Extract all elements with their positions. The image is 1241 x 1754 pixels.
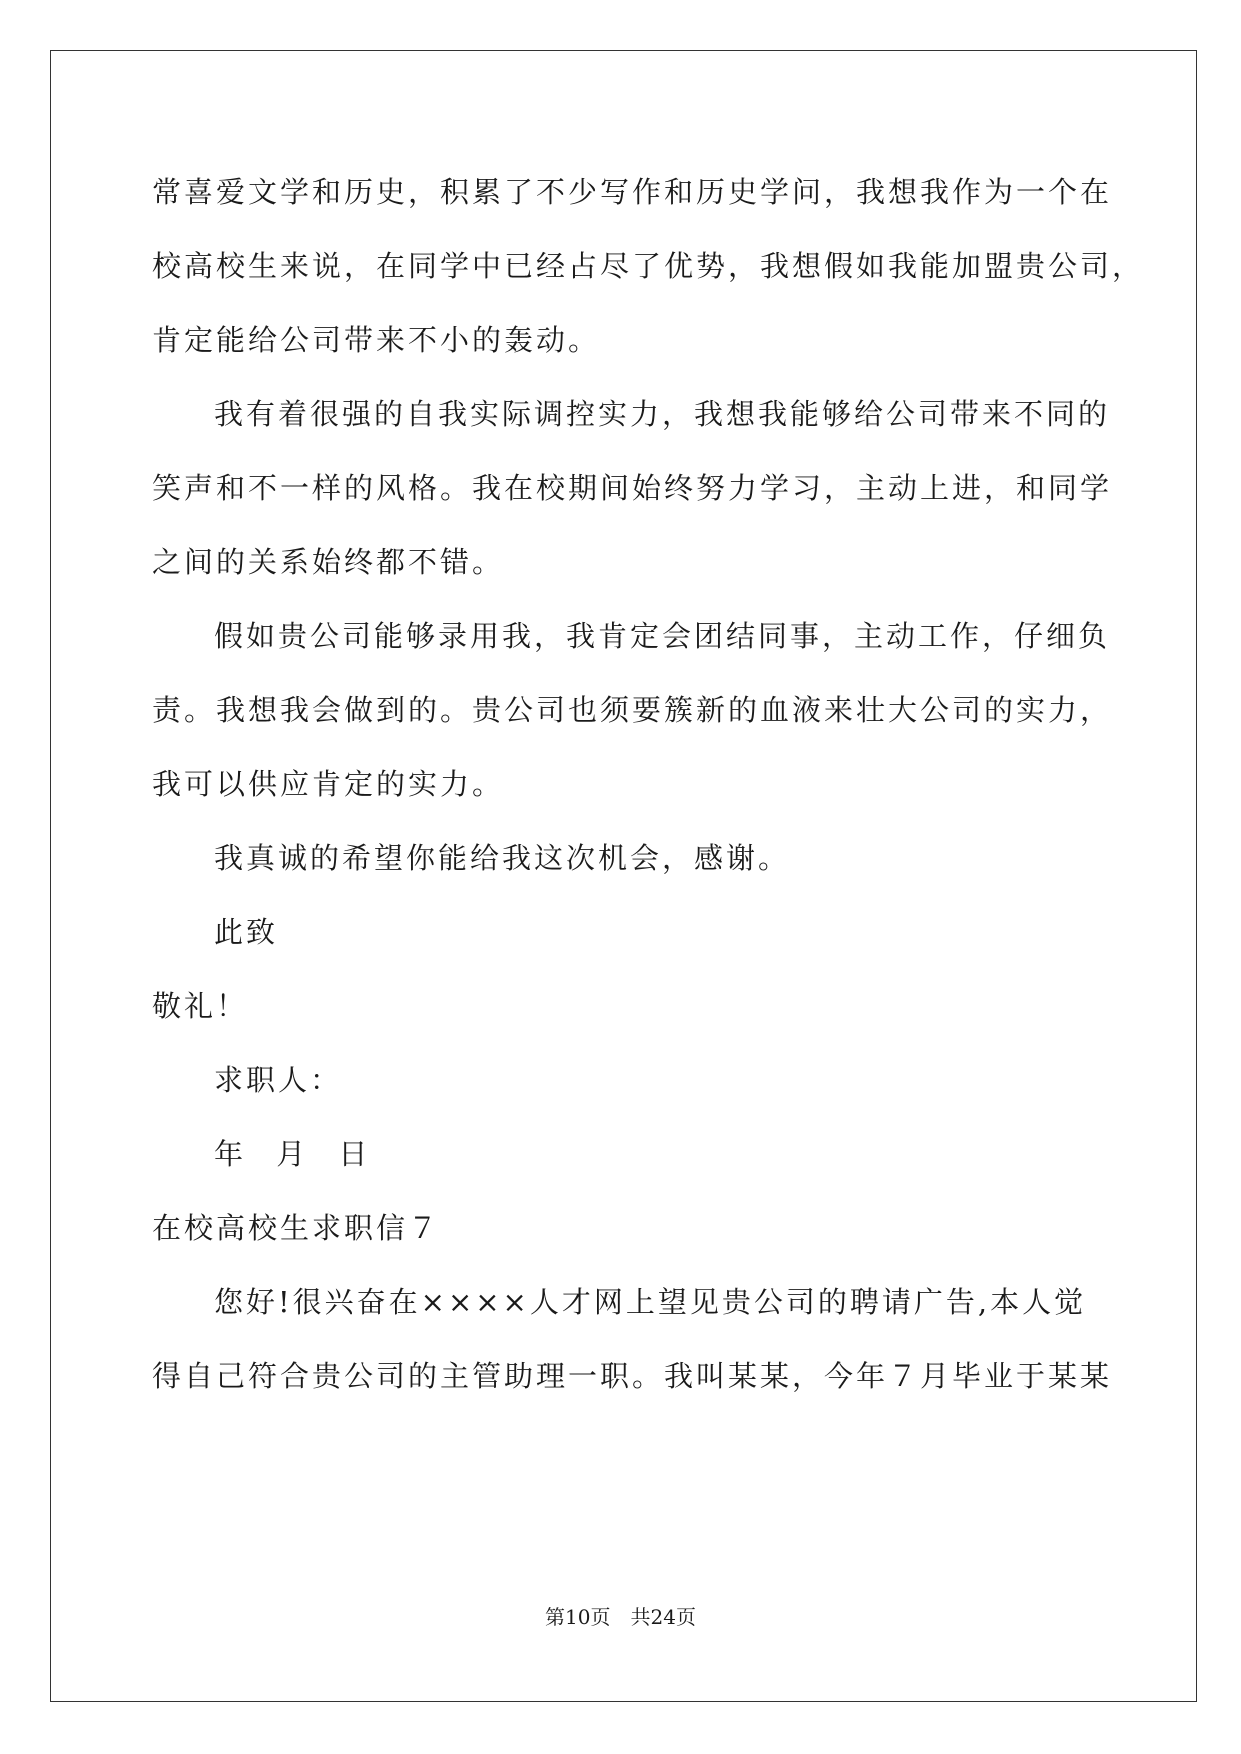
text-line-6: 之间的关系始终都不错。 (152, 545, 505, 579)
text-line-7: 假如贵公司能够录用我，我肯定会团结同事，主动工作，仔细负 (214, 619, 1111, 653)
page-footer (0, 1603, 1241, 1631)
text-line-14: 年 月 日 (214, 1137, 371, 1171)
text-line-9: 我可以供应肯定的实力。 (152, 767, 505, 801)
text-line-1: 常喜爱文学和历史，积累了不少写作和历史学问，我想我作为一个在 (152, 175, 1113, 209)
text-line-12: 敬礼！ (152, 989, 249, 1023)
page-number: 第10页 (545, 1605, 611, 1629)
text-line-4: 我有着很强的自我实际调控实力，我想我能够给公司带来不同的 (214, 397, 1111, 431)
text-line-5: 笑声和不一样的风格。我在校期间始终努力学习，主动上进，和同学 (152, 471, 1113, 505)
text-line-16: 您好!很兴奋在××××人才网上望见贵公司的聘请广告,本人觉 (214, 1285, 1087, 1319)
text-line-15: 在校高校生求职信７ (152, 1211, 441, 1245)
text-line-8: 责。我想我会做到的。贵公司也须要簇新的血液来壮大公司的实力， (152, 693, 1113, 727)
text-line-11: 此致 (214, 915, 279, 949)
text-line-3: 肯定能给公司带来不小的轰动。 (152, 323, 601, 357)
text-line-17: 得自己符合贵公司的主管助理一职。我叫某某，今年７月毕业于某某 (152, 1359, 1113, 1393)
text-line-2: 校高校生来说，在同学中已经占尽了优势，我想假如我能加盟贵公司， (152, 249, 1145, 283)
text-line-13: 求职人： (214, 1063, 343, 1097)
page-total: 共24页 (630, 1605, 696, 1629)
text-line-10: 我真诚的希望你能给我这次机会，感谢。 (214, 841, 791, 875)
